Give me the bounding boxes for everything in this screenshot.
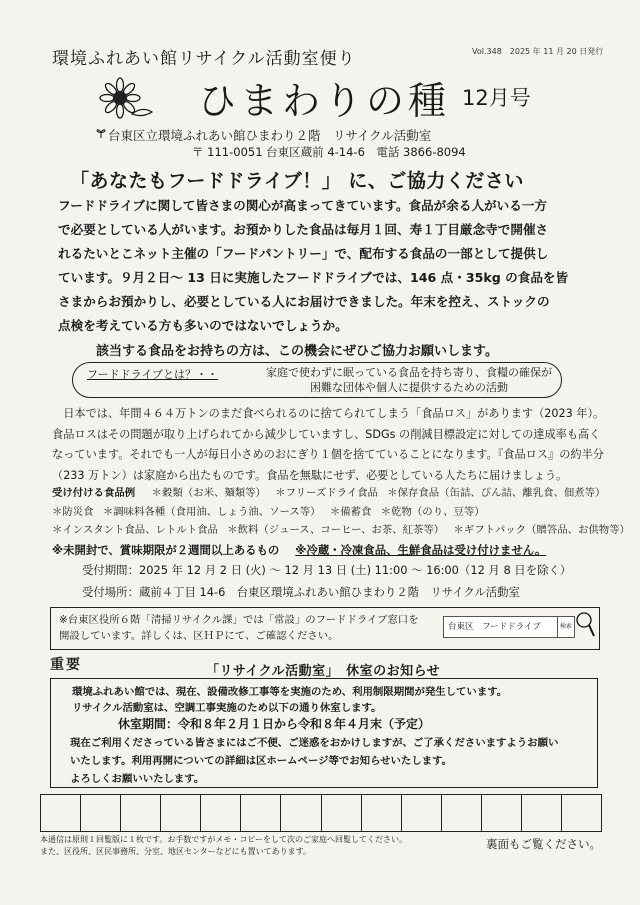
unopened-condition: ※未開封で、賞味期限が２週間以上あるもの	[52, 543, 280, 557]
stamp-cell	[522, 795, 562, 831]
note-line: ※台東区役所６階「清掃リサイクル課」では「常設」のフードドライブ窓口を	[59, 614, 419, 626]
search-box: 台東区 フードドライブ	[443, 616, 559, 638]
food-item: ＊飲料（ジュース、コーヒー、お茶、紅茶等）	[227, 524, 445, 536]
newsletter-title: ひまわりの種	[198, 79, 451, 123]
lead-line: で必要としている人がいます。お預かりした食品は毎月１回、寿１丁目厳念寺で開催さ	[58, 222, 549, 237]
lead-line: 点検を考えている方も多いのではないでしょうか。	[58, 318, 348, 333]
circulation-footer	[40, 834, 407, 858]
lead-line: さまからお預かりし、必要としている人にお届けできました。年末を控え、ストックの	[58, 294, 550, 309]
permanent-window-note	[50, 607, 600, 650]
lead-line: れるたいとこネット主催の「フードパントリー」で、配布する食品の一部として提供し	[58, 246, 549, 261]
stamp-cell	[281, 795, 321, 831]
footer-line: 本通信は原則１回覧版に１枚です。お手数ですがメモ・コピーをして次のご家庭へ回覧してください。	[40, 835, 408, 844]
sunflower-icon	[96, 76, 156, 126]
apology-line: いたします。利用再開についての詳細は区ホームページ等でお知らせいたします。	[70, 755, 453, 767]
body-line: （233 万トン）は家庭から出たものです。食品を無駄にせず、必要としている人たちに届けましょう。	[52, 468, 568, 482]
food-item: ＊フリーズドライ食品	[275, 487, 378, 499]
food-item: ＊穀類（お米、麺類等）	[151, 487, 266, 499]
food-item: ＊保存食品（缶詰、びん詰、離乳食、佃煮等）	[387, 487, 606, 499]
food-list-label: 受け付ける食品例	[52, 487, 136, 499]
closure-period: 休室期間：令和８年２月１日から令和８年４月末（予定）	[118, 717, 431, 731]
article-headline: 「あなたもフードドライブ！」 に、ご協力ください	[70, 170, 524, 192]
condition-note	[52, 542, 546, 558]
appeal-text: 該当する食品をお持ちの方は、この機会にぜひご協力お願いします。	[96, 344, 498, 359]
magnifier-icon	[575, 610, 595, 640]
stamp-cell	[161, 795, 201, 831]
stamp-cell	[41, 795, 81, 831]
food-item: ＊防災食	[52, 505, 94, 518]
newsletter-subtitle: 環境ふれあい館リサイクル活動室便り	[52, 49, 356, 69]
issue-month: 12月号	[462, 86, 531, 110]
office-address: 台東区立環境ふれあい館ひまわり２階 リサイクル活動室	[108, 128, 432, 143]
closure-line: 環境ふれあい館では、現在、設備改修工事等を実施のため、利用制限期間が発生しています。	[72, 686, 508, 698]
stamp-cell	[562, 795, 601, 831]
stamp-cell	[241, 795, 281, 831]
lead-paragraph	[58, 194, 618, 338]
food-row	[52, 503, 632, 522]
closure-line: リサイクル活動室は、空調工事実施のため以下の通り休室します。	[72, 702, 382, 714]
food-item: ＊乾物（のり、豆等）	[380, 505, 485, 518]
stamp-cell	[81, 795, 121, 831]
closure-text	[72, 684, 507, 716]
food-item: ＊調味料各種（食用油、しょう油、ソース等）	[102, 505, 321, 518]
sprout-icon	[96, 126, 106, 138]
definition-answer-line: 家庭で使わずに眠っている食品を持ち寄り、食糧の確保が	[266, 366, 552, 379]
not-accepted-note: ※冷蔵・冷凍食品、生鮮食品は受け付けません。	[295, 543, 547, 557]
search-button: 検索	[557, 616, 575, 638]
body-line: なっています。それでも一人が毎日小さめのおにぎり１個を捨てていることになります。『食品ロス』の約半分	[52, 448, 604, 461]
food-row	[52, 521, 632, 540]
apology-line: よろしくお願いいたします。	[70, 773, 205, 785]
lead-line: ています。９月２日～ 13 日に実施したフードドライブでは、146 点・35kg の食品を皆	[58, 270, 569, 285]
apology-text	[70, 734, 590, 788]
note-line: 開設しています。詳しくは、区ＨＰにて、ご確認ください。	[59, 630, 339, 642]
definition-box	[72, 362, 562, 398]
definition-answer-line: 困難な団体や個人に提供するための活動	[310, 381, 508, 394]
reception-place: 受付場所：蔵前４丁目 14-6 台東区環境ふれあい館ひまわり２階 リサイクル活動室	[82, 585, 520, 599]
footer-line: また、区役所、区民事務所、分室、地区センターなどにも置いてあります。	[40, 847, 312, 856]
accepted-food-list	[52, 484, 632, 540]
body-line: 日本では、年間４６４万トンのまだ食べられるのに捨てられてしまう「食品ロス」があります（2023 年）。	[52, 407, 605, 420]
stamp-cell	[121, 795, 161, 831]
stamp-cell	[322, 795, 362, 831]
stamp-cell	[482, 795, 522, 831]
food-item: ＊インスタント食品、レトルト食品	[52, 524, 218, 536]
apology-line: 現在ご利用くださっている皆さまにはご不便、ご迷惑をおかけしますが、ご了承くださいますようお願い	[70, 737, 559, 749]
stamp-cell	[362, 795, 402, 831]
food-row	[52, 484, 632, 503]
volume-date: Vol.348 2025 年 11 月 20 日発行	[472, 47, 604, 56]
stamp-cell	[442, 795, 482, 831]
see-reverse-note: 裏面もご覧ください。	[486, 837, 601, 851]
important-label: 重要	[50, 657, 82, 673]
body-line: 食品ロスはその問題が取り上げられてから減少していますし、SDGs の削減目標設定に対しての達成率も高く	[52, 427, 601, 441]
postal-address-phone: 〒 111-0051 台東区蔵前 4-14-6 電話 3866-8094	[192, 145, 466, 159]
definition-question: フードドライブとは？・・	[87, 368, 219, 381]
stamp-cell	[201, 795, 241, 831]
closure-title: 「リサイクル活動室」 休室のお知らせ	[206, 664, 441, 679]
food-item: ＊ギフトパック（贈答品、お供物等）	[453, 524, 630, 536]
note-text	[59, 612, 419, 644]
lead-line: フードドライブに関して皆さまの関心が高まってきています。食品が余る人がいる一方	[58, 198, 548, 213]
definition-answer	[263, 365, 555, 395]
reception-period: 受付期間：2025 年 12 月 2 日 (火) ～ 12 月 13 日 (土) 11:00 ～ 16:00（12 月 8 日を除く）	[82, 563, 572, 577]
food-item: ＊備蓄食	[329, 505, 372, 518]
circulation-stamp-grid	[40, 794, 602, 832]
stamp-cell	[402, 795, 442, 831]
food-loss-paragraph	[52, 404, 612, 486]
